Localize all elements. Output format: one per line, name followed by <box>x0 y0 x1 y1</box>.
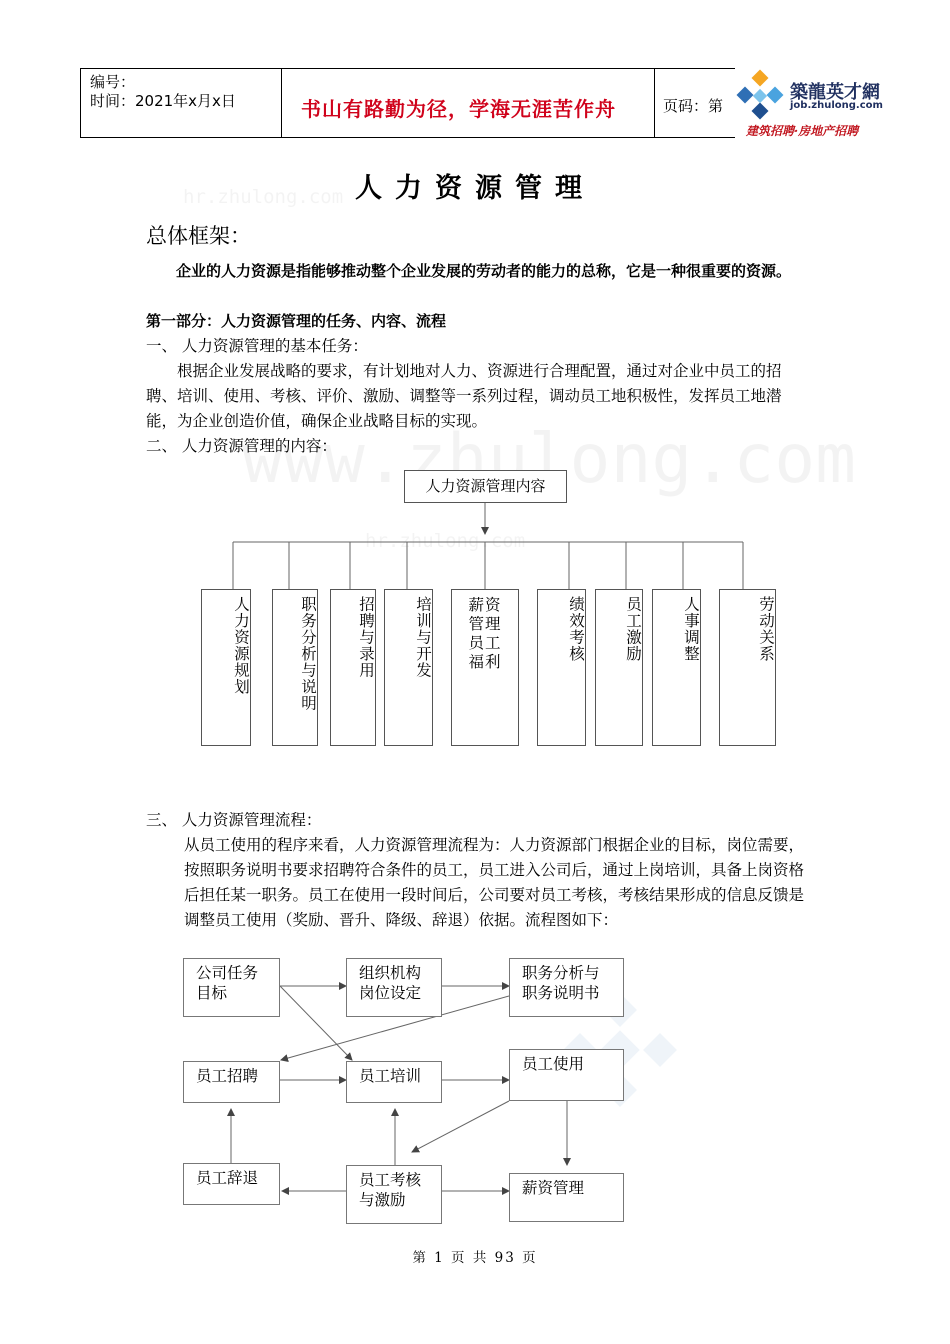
org-child-labor-relations: 劳动关系 <box>719 589 776 746</box>
flow-job-description: 职务分析与职务说明书 <box>509 958 624 1017</box>
org-child-motivation: 员工激励 <box>595 589 643 746</box>
header-motto: 书山有路勤为径，学海无涯苦作舟 <box>301 97 616 121</box>
org-child-training: 培训与开发 <box>384 589 433 746</box>
flow-training: 员工培训 <box>346 1061 442 1103</box>
header-page-label: 页码：第 <box>663 97 724 115</box>
logo-site: job.zhulong.com <box>790 100 883 111</box>
sec1-body: 根据企业发展战略的要求，有计划地对人力、资源进行合理配置，通过对企业中员工的招聘、培训、使用、考核、评价、激励、调整等一系列过程，调动员工地积极性，发挥员工地潜能，为企业创造价值，确保企业战略目标的实现。 <box>146 362 782 430</box>
part1-heading: 第一部分：人力资源管理的任务、内容、流程 <box>146 312 447 330</box>
org-child-adjustment: 人事调整 <box>652 589 701 746</box>
sec2-heading: 二、 人力资源管理的内容： <box>146 437 337 455</box>
flow-salary: 薪资管理 <box>509 1173 624 1222</box>
page-title: 人力资源管理 <box>355 173 595 204</box>
sec1-heading: 一、 人力资源管理的基本任务： <box>146 337 368 355</box>
org-child-recruitment: 招聘与录用 <box>330 589 376 746</box>
org-child-job-analysis: 职务分析与说明 <box>272 589 318 746</box>
flow-company-goal: 公司任务目标 <box>183 958 280 1017</box>
framework-heading: 总体框架： <box>146 224 251 248</box>
flow-employment: 员工使用 <box>509 1049 624 1101</box>
logo-name: 築龍英才網 <box>790 82 880 103</box>
logo-tagline: 建筑招聘·房地产招聘 <box>746 124 859 138</box>
org-chart-root: 人力资源管理内容 <box>404 470 567 503</box>
flow-dismissal: 员工辞退 <box>183 1163 280 1205</box>
intro-paragraph: 企业的人力资源是指能够推动整个企业发展的劳动者的能力的总称，它是一种很重要的资源。 <box>176 262 792 280</box>
flow-assessment: 员工考核与激励 <box>346 1165 442 1224</box>
page-footer: 第 1 页 共 93 页 <box>412 1250 538 1266</box>
org-child-performance: 绩效考核 <box>537 589 586 746</box>
sec3-body: 从员工使用的程序来看，人力资源管理流程为：人力资源部门根据企业的目标，岗位需要，按照职务说明书要求招聘符合条件的员工，员工进入公司后，通过上岗培训，具备上岗资格后担任某一职务。员工在使用一段时间后，公司要对员工考核，考核结果形成的信息反馈是调整员工使用（奖励、晋升、降级、辞退）依据。流程图如下： <box>184 836 805 929</box>
header-number-label: 编号： <box>90 73 136 91</box>
flow-org-structure: 组织机构岗位设定 <box>346 958 442 1017</box>
org-child-salary-welfare: 薪资管理员工福利 <box>451 589 519 746</box>
org-child-hr-planning: 人力资源规划 <box>201 589 251 746</box>
sec3-heading: 三、 人力资源管理流程： <box>146 811 322 829</box>
header-time-label: 时间：2021年x月x日 <box>90 92 236 110</box>
flow-recruitment: 员工招聘 <box>183 1061 280 1103</box>
